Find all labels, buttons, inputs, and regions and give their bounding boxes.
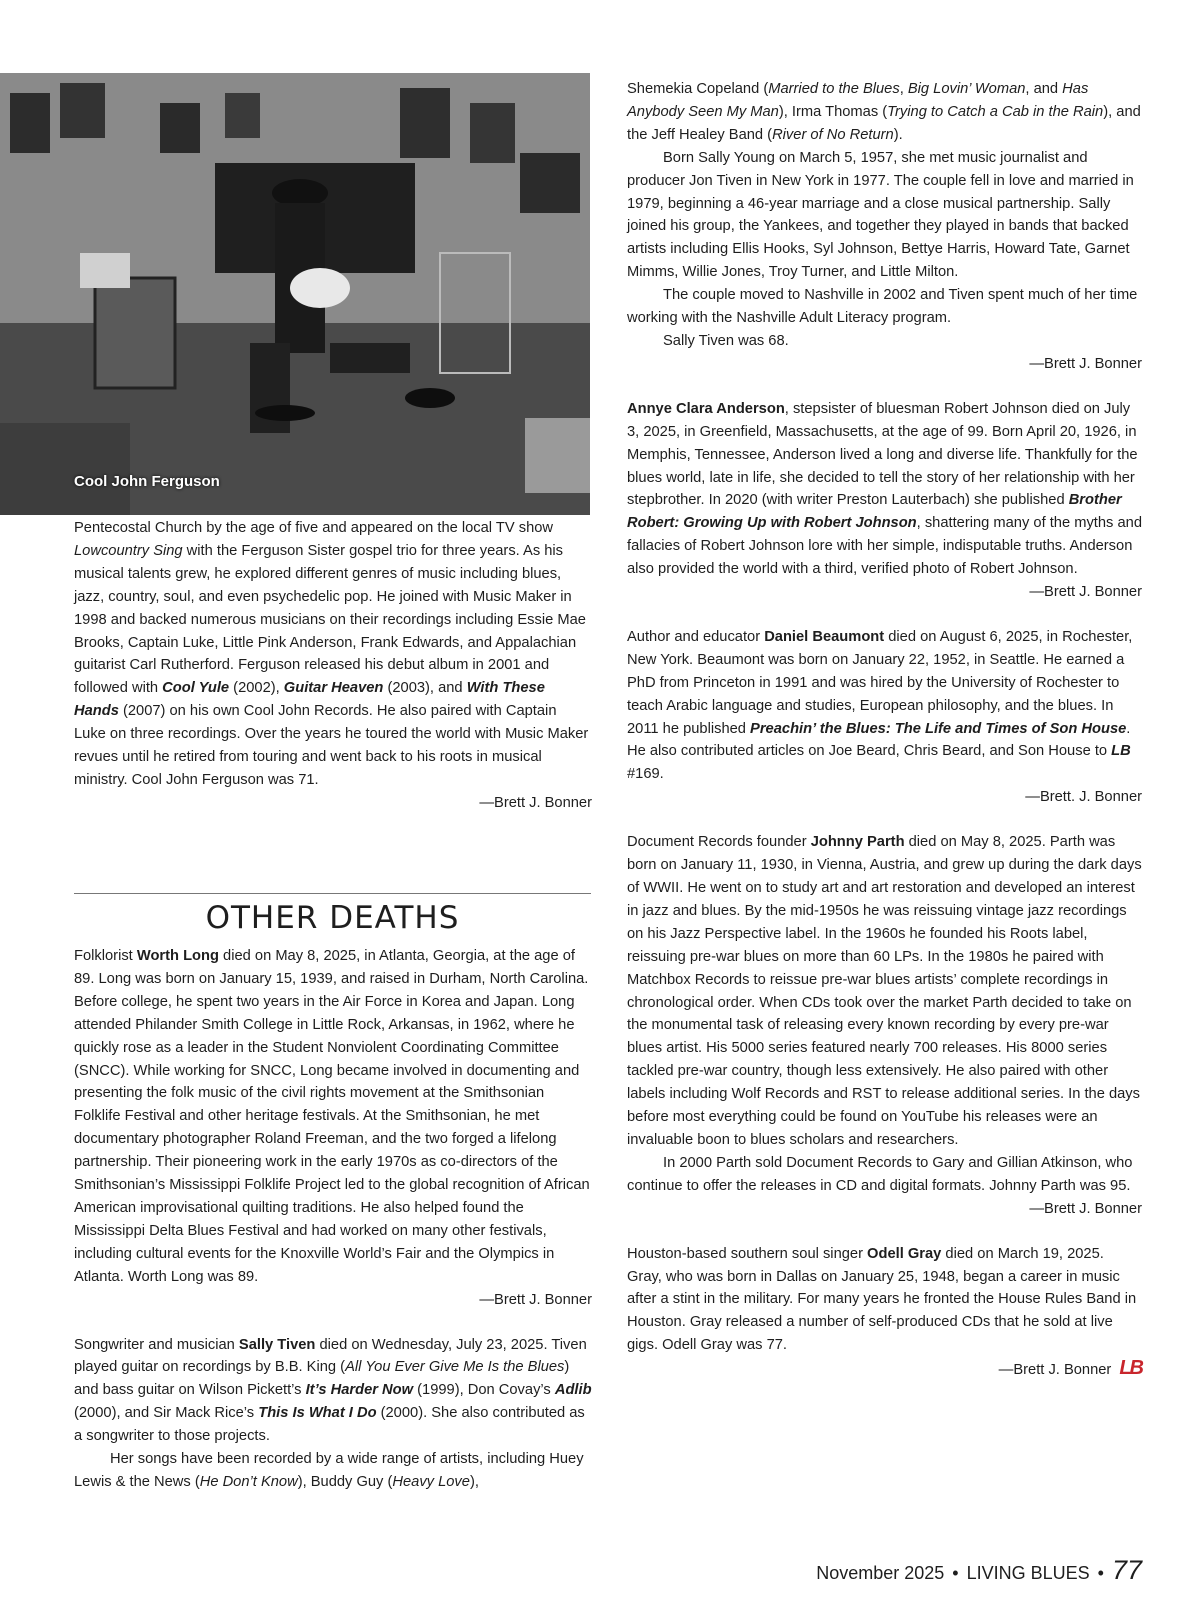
byline: —Brett. J. Bonner <box>1025 789 1142 806</box>
sally-tiven-paragraph <box>74 1448 592 1494</box>
text-run: died on May 8, 2025, in Atlanta, Georgia, at the age of 89. Long was born on January 15, 1939, and raised in Durham, North Carolina. Before college, he spent two years in the Air Force in Korea and Japan. Long attended Philander Smith College in Little Rock, Arkansas, in 1962, where he quickly rose as a leader in the Student Nonviolent Coordinating Committee (SNCC). While working for SNCC, Long became involved in documenting and presenting the folk music of the civil rights movement at the Smithsonian Folklife Festival and other heritage festivals. At the Smithsonian, he met documentary photographer Roland Freeman, and the two forged a lifelong partnership. Their pioneering work in the early 1970s as co-directors of the Smithsonian’s Mississippi Folklife Project led to the global recognition of African American improvisational quilting traditions. He also helped found the Mississippi Delta Blues Festival and had worked on many other festivals, including cultural events for the Knoxville World’s Fair and the Olympics in Atlanta. Worth Long was 89. <box>74 948 590 1285</box>
emphasized-text: Preachin’ the Blues: The Life and Times of Son House <box>750 720 1127 737</box>
byline: —Brett J. Bonner <box>1029 355 1142 372</box>
emphasized-text: Worth Long <box>136 948 219 964</box>
byline: —Brett J. Bonner <box>1029 584 1142 601</box>
text-run: The couple moved to Nashville in 2002 and Tiven spent much of her time working with the Nashville Adult Literacy program. <box>627 287 1138 327</box>
text-run: with the Ferguson Sister gospel trio for three years. As his musical talents grew, he explored different genres of music including blues, jazz, country, soul, and even psychedelic pop. He joined with Music Maker in 1998 and backed numerous musicians on their recordings including Essie Mae Brooks, Captain Luke, Little Pink Anderson, Frank Edwards, and Appalachian guitarist Carl Rutherford. Ferguson released his debut album in 2001 and followed with <box>74 542 586 697</box>
photo-illustration <box>0 73 590 515</box>
sally-tiven-paragraph <box>74 1334 592 1449</box>
sally-tiven-paragraph <box>627 147 1142 284</box>
byline: —Brett J. Bonner <box>1029 1200 1142 1217</box>
byline: —Brett J. Bonner <box>479 1291 592 1308</box>
text-run: Her songs have been recorded by a wide range of artists, including Huey Lewis & the News ( <box>74 1451 584 1490</box>
ferguson-obituary <box>74 517 592 815</box>
text-run: Pentecostal Church by the age of five and appeared on the local TV show <box>74 520 554 536</box>
text-run: ), <box>469 1473 479 1490</box>
text-run: Author and educator <box>627 628 765 645</box>
emphasized-text: Adlib <box>554 1382 592 1399</box>
sally-tiven-paragraph <box>627 78 1142 147</box>
text-run: , stepsister of bluesman Robert Johnson died on July 3, 2025, in Greenfield, Massachusetts, at the age of 99. Born April 20, 1926, in Memphis, Tennessee, Anderson lived a long and diverse life. Thankfully for the blues world, late in life, she decided to tell the story of her relationship with her stepbrother. In 2020 (with writer Preston Lauterbach) she published <box>627 400 1138 509</box>
emphasized-text: Trying to Catch a Cab in the Rain <box>887 103 1104 120</box>
emphasized-text: River of No Return <box>772 126 894 143</box>
text-run: Shemekia Copeland ( <box>627 81 769 97</box>
emphasized-text: Married to the Blues <box>768 81 900 97</box>
emphasized-text: Annye Clara Anderson <box>627 400 785 417</box>
sally-tiven-paragraph <box>627 330 1142 353</box>
text-run: ), Irma Thomas ( <box>778 103 888 120</box>
text-run: ) and bass guitar on Wilson Pickett’s <box>74 1359 570 1399</box>
text-run: died on May 8, 2025. Parth was born on January 11, 1930, in Vienna, Austria, and grew up during the dark days of WWII. He went on to study art and art restoration and developed an interest in jazz and blues. By the mid-1950s he was reissuing vintage jazz recordings on his Jazz Perspective label. In the 1960s he founded his Roots label, reissuing pre-war blues on more than 60 LPs. In the 1980s he paired with Matchbox Records to reissue pre-war blues artists’ complete recordings in chronological order. When CDs took over the market Parth decided to take on the monumental task of releasing every known recording by every pre-war blues artist. His 5000 series featured nearly 700 releases. His 8000 series tackled pre-war country, though less extensively. He also paired with other labels including Wolf Records and RST to release additional series. In the days before most everything could be found on YouTube his releases were an invaluable boon to blues scholars and researchers. <box>627 834 1142 1148</box>
text-run: (2007) on his own Cool John Records. He also paired with Captain Luke on three recordings. Over the years he toured the world with Music Maker revues until he retired from touring and went back to his roots in musical ministry. Cool John Ferguson was 71. <box>74 703 589 788</box>
ferguson-paragraph <box>74 517 592 792</box>
odell-gray-paragraph <box>627 1243 1142 1358</box>
text-run: died on August 6, 2025, in Rochester, New York. Beaumont was born on January 22, 1952, in Seattle. He earned a PhD from Princeton in 1991 and was hired by the University of Rochester to teach Arabic language and studies, European philosophy, and the blues. In 2011 he published <box>627 628 1133 737</box>
byline: —Brett J. Bonner <box>479 794 592 811</box>
emphasized-text: Cool Yule <box>162 680 230 697</box>
byline-text: —Brett J. Bonner <box>998 1362 1112 1379</box>
page-footer <box>816 1555 1142 1586</box>
text-run: #169. <box>627 766 664 783</box>
text-run: , shattering many of the myths and fallacies of Robert Johnson lore with her simple, indisputable truths. Anderson also provided the world with a third, verified photo of Robert Johnson. <box>627 515 1142 578</box>
footer-bullet: • <box>952 1563 959 1583</box>
emphasized-text: This Is What I Do <box>258 1405 377 1422</box>
text-run: ), Buddy Guy ( <box>297 1473 393 1490</box>
sally-tiven-paragraph <box>627 284 1142 330</box>
text-run: Songwriter and musician <box>74 1336 239 1353</box>
emphasized-text: Johnny Parth <box>810 834 905 851</box>
text-run: (2002), <box>229 680 284 697</box>
emphasized-text: It’s Harder Now <box>305 1382 414 1399</box>
text-run: (2000). She also contributed as a songwriter to those projects. <box>74 1405 585 1445</box>
section-title: OTHER DEATHS <box>205 900 460 936</box>
section-divider <box>74 893 591 894</box>
emphasized-text: Guitar Heaven <box>283 680 384 697</box>
text-run: . He also contributed articles on Joe Beard, Chris Beard, and Son House to <box>627 720 1131 760</box>
text-run: Document Records founder <box>627 834 811 851</box>
text-run: (2000), and Sir Mack Rice’s <box>74 1405 259 1422</box>
text-run: Houston-based southern soul singer <box>627 1245 868 1262</box>
emphasized-text: Has Anybody Seen My Man <box>627 81 1089 120</box>
text-run: died on March 19, 2025. Gray, who was born in Dallas on January 25, 1948, began a career in music after a stint in the military. For many years he fronted the House Rules Band in Houston. Gray released a number of self-produced CDs that he sold at live gigs. Odell Gray was 77. <box>627 1245 1137 1354</box>
text-run: ), and the Jeff Healey Band ( <box>627 103 1141 143</box>
magazine-name: LIVING BLUES <box>966 1563 1090 1583</box>
footer-bullet: • <box>1097 1563 1104 1583</box>
text-run: (1999), Don Covay’s <box>413 1382 555 1399</box>
emphasized-text: LB <box>1111 743 1131 760</box>
emphasized-text: Big Lovin’ Woman <box>907 81 1026 97</box>
emphasized-text: With These Hands <box>74 680 545 720</box>
other-deaths-right-column <box>627 78 1142 1382</box>
emphasized-text: Heavy Love <box>392 1473 470 1490</box>
byline <box>627 1357 1142 1382</box>
issue-date: November 2025 <box>816 1563 945 1583</box>
worth-long-paragraph <box>74 945 592 1289</box>
emphasized-text: He Don’t Know <box>199 1473 298 1490</box>
cool-john-ferguson-photo <box>0 73 590 515</box>
text-run: , and <box>1025 81 1063 97</box>
emphasized-text: Daniel Beaumont <box>764 628 885 645</box>
emphasized-text: Odell Gray <box>867 1245 942 1262</box>
emphasized-text: Sally Tiven <box>238 1336 316 1353</box>
text-run: Sally Tiven was 68. <box>663 332 789 349</box>
emphasized-text: All You Ever Give Me Is the Blues <box>345 1359 565 1376</box>
text-run: , <box>899 81 908 97</box>
emphasized-text: Brother Robert: Growing Up with Robert Johnson <box>627 492 1122 532</box>
text-run: died on Wednesday, July 23, 2025. Tiven played guitar on recordings by B.B. King ( <box>74 1336 587 1376</box>
johnny-parth-paragraph <box>627 1152 1142 1198</box>
annye-anderson-paragraph <box>627 398 1142 581</box>
text-run: (2003), and <box>383 680 467 697</box>
johnny-parth-paragraph <box>627 831 1142 1152</box>
photo-caption: Cool John Ferguson <box>74 473 220 490</box>
daniel-beaumont-paragraph <box>627 626 1142 786</box>
living-blues-logo-icon: LB <box>1119 1357 1142 1380</box>
other-deaths-left-column <box>74 945 592 1494</box>
text-run: In 2000 Parth sold Document Records to Gary and Gillian Atkinson, who continue to offer the releases in CD and digital formats. Johnny Parth was 95. <box>627 1154 1133 1194</box>
text-run: Folklorist <box>74 948 137 964</box>
emphasized-text: Lowcountry Sing <box>74 542 183 559</box>
text-run: ). <box>893 126 903 143</box>
page-number: 77 <box>1111 1555 1142 1585</box>
text-run: Born Sally Young on March 5, 1957, she met music journalist and producer Jon Tiven in New York in 1977. The couple fell in love and married in 1979, beginning a 46-year marriage and a close musical partnership. Sally joined his group, the Yankees, and together they played in bands that backed artists including Ellis Hooks, Syl Johnson, Bettye Harris, Howard Tate, Garnet Mimms, Willie Jones, Troy Turner, and Little Milton. <box>627 149 1134 281</box>
